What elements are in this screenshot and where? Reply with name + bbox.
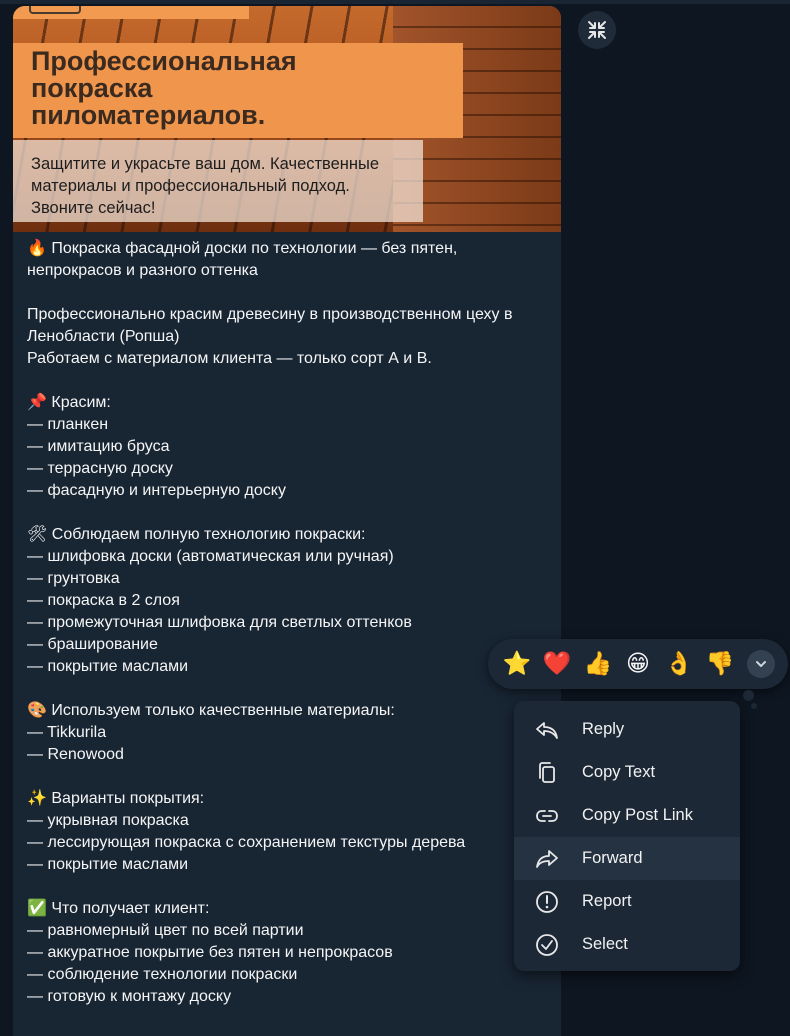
message-line: — покрытие маслами: [27, 856, 189, 873]
link-icon: [534, 803, 560, 829]
message-line: — браширование: [27, 636, 158, 653]
menu-item-label: Forward: [582, 849, 643, 867]
message-line: ✅ Что получает клиент:: [27, 900, 210, 917]
menu-item-label: Copy Text: [582, 763, 656, 781]
banner-subtext: [31, 153, 421, 219]
headline-line: пиломатериалов.: [31, 100, 266, 130]
select-icon: [534, 932, 560, 958]
message-line: Профессионально красим древесину в производственном цеху в: [27, 306, 513, 323]
message-line: ✨ Варианты покрытия:: [27, 790, 205, 807]
menu-item-report[interactable]: [514, 880, 740, 923]
menu-item-label: Reply: [582, 720, 625, 738]
message-line: 🎨 Используем только качественные материалы:: [27, 702, 395, 719]
message-line: 📌 Красим:: [27, 394, 111, 411]
message-line: — равномерный цвет по всей партии: [27, 922, 304, 939]
report-icon: [534, 889, 560, 915]
forward-icon: [534, 846, 560, 872]
more-reactions-button[interactable]: [747, 650, 775, 678]
message-line: 🛠 Соблюдаем полную технологию покраски:: [27, 526, 366, 543]
menu-item-reply[interactable]: [514, 708, 740, 751]
message-line: [27, 502, 557, 524]
message-line: — террасную доску: [27, 460, 173, 477]
bubble-tail-dot: [751, 703, 757, 709]
reaction-heart[interactable]: ❤️: [542, 651, 572, 677]
menu-item-copy-post-link[interactable]: [514, 794, 740, 837]
message-line: — имитацию бруса: [27, 438, 170, 455]
headline-line: покраска: [31, 73, 153, 103]
message-line: Работаем с материалом клиента — только сорт А и В.: [27, 350, 432, 367]
message-text: [27, 238, 557, 1008]
message-line: 🔥 Покраска фасадной доски по технологии — без пятен,: [27, 240, 458, 257]
message-line: — грунтовка: [27, 570, 120, 587]
message-line: [27, 766, 557, 788]
menu-item-label: Copy Post Link: [582, 806, 693, 824]
message-line: непрокрасов и разного оттенка: [27, 262, 258, 279]
message-bubble[interactable]: [13, 6, 561, 1036]
reply-icon: [534, 717, 560, 743]
subtext-line: Защитите и украсьте ваш дом. Качественные: [31, 155, 380, 173]
message-line: — Tikkurila: [27, 724, 107, 741]
reaction-thumbs-up[interactable]: 👍: [583, 651, 613, 677]
message-line: [27, 876, 557, 898]
message-line: — аккуратное покрытие без пятен и непрокрасов: [27, 944, 393, 961]
subtext-line: Звоните сейчас!: [31, 199, 156, 217]
message-line: [27, 282, 557, 304]
reaction-ok-hand[interactable]: 👌: [664, 651, 694, 677]
message-line: — фасадную и интерьерную доску: [27, 482, 286, 499]
bubble-tail-dot: [743, 690, 754, 701]
menu-item-forward[interactable]: [514, 837, 740, 880]
reaction-thumbs-down[interactable]: 👎: [705, 651, 735, 677]
message-line: — шлифовка доски (автоматическая или ручная): [27, 548, 394, 565]
reaction-bar: [488, 639, 788, 689]
message-line: — промежуточная шлифовка для светлых оттенков: [27, 614, 412, 631]
message-line: — укрывная покраска: [27, 812, 189, 829]
menu-item-label: Select: [582, 935, 628, 953]
headline-line: Профессиональная: [31, 46, 297, 76]
subtext-line: материалы и профессиональный подход.: [31, 177, 350, 195]
reaction-grin[interactable]: 😁: [626, 651, 650, 677]
copy-icon: [534, 760, 560, 786]
post-image[interactable]: [13, 6, 561, 232]
message-line: — покрытие маслами: [27, 658, 189, 675]
menu-item-copy-text[interactable]: [514, 751, 740, 794]
banner-headline: [31, 48, 451, 129]
window-top-border: [0, 0, 790, 4]
message-line: — планкен: [27, 416, 109, 433]
message-line: — лессирующая покраска с сохранением текстуры дерева: [27, 834, 466, 851]
message-line: [27, 678, 557, 700]
message-line: — готовую к монтажу доску: [27, 988, 232, 1005]
message-line: Ленобласти (Ропша): [27, 328, 180, 345]
message-line: [27, 370, 557, 392]
menu-item-label: Report: [582, 892, 632, 910]
reaction-star[interactable]: ⭐: [502, 651, 532, 677]
menu-item-select[interactable]: [514, 923, 740, 966]
collapse-button[interactable]: [578, 11, 616, 49]
collapse-arrows-icon: [586, 19, 608, 41]
chevron-down-icon: [754, 657, 768, 671]
message-line: — покраска в 2 слоя: [27, 592, 180, 609]
message-line: — Renowood: [27, 746, 124, 763]
context-menu: [514, 701, 740, 971]
message-line: — соблюдение технологии покраски: [27, 966, 298, 983]
logo-icon: [29, 6, 81, 14]
